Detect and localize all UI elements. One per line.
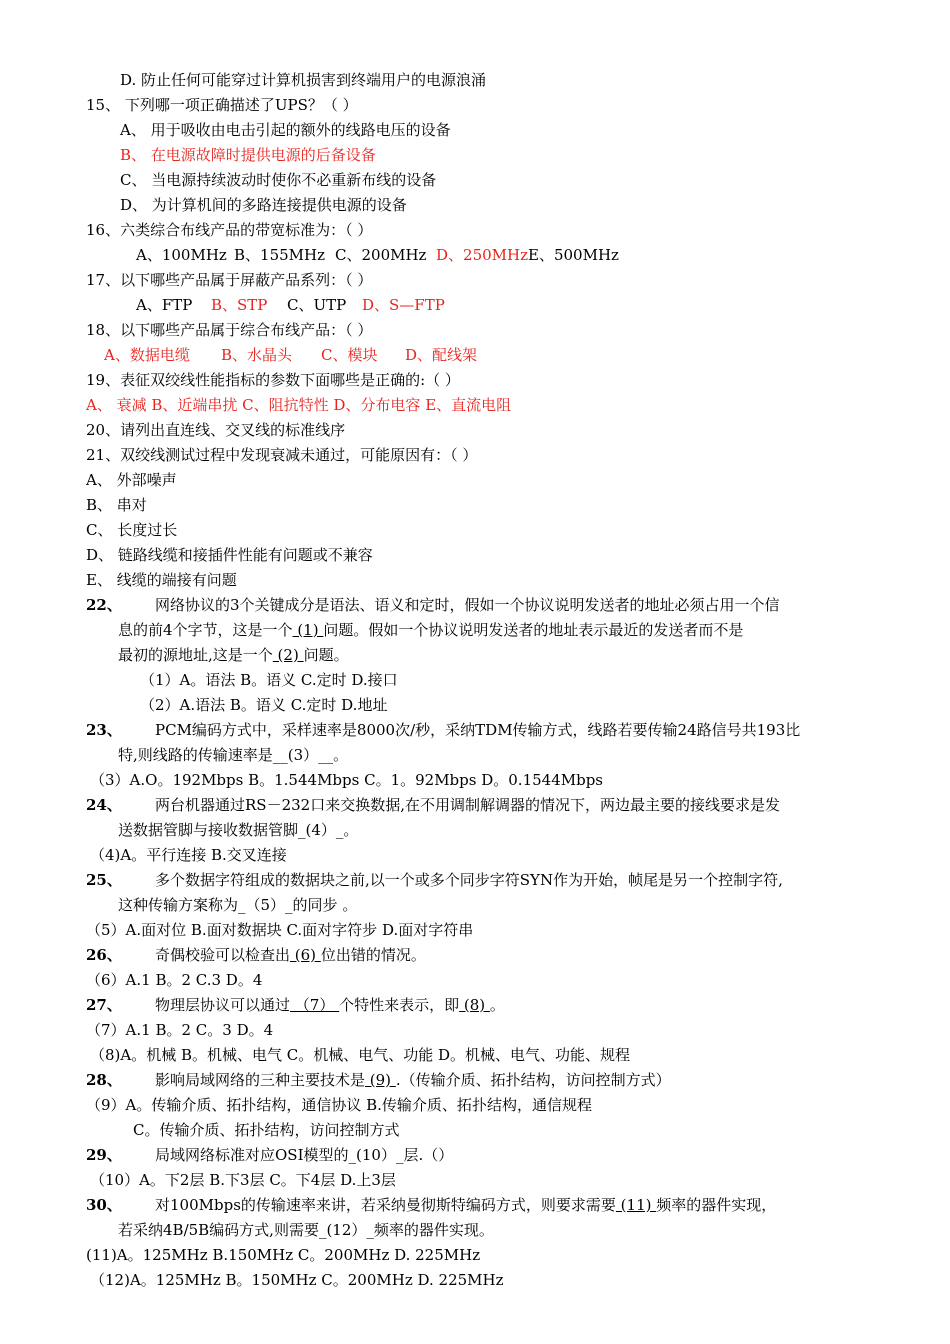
options-row: （2）A.语法 B。语义 C.定时 D.地址 bbox=[140, 696, 388, 714]
question-number: 26、 bbox=[86, 946, 122, 964]
question-25-line: 这种传输方案称为_（5）_的同步 。 bbox=[118, 896, 358, 914]
question-21: 21、双绞线测试过程中发现衰减未通过，可能原因有：（ ） bbox=[86, 446, 478, 464]
options-row: （1）A。语法 B。语义 C.定时 D.接口 bbox=[140, 671, 398, 689]
question-17: 17、以下哪些产品属于屏蔽产品系列：（ ） bbox=[86, 271, 373, 289]
answer-blank: (2) bbox=[272, 646, 304, 664]
text: 位出错的情况。 bbox=[320, 946, 426, 964]
option-a: A、100MHz bbox=[136, 246, 227, 264]
answer-blank: (9) bbox=[365, 1071, 396, 1089]
option-d: D、 链路线缆和接插件性能有问题或不兼容 bbox=[86, 546, 373, 564]
question-24-line: 送数据管脚与接收数据管脚_(4）_。 bbox=[118, 821, 359, 839]
option-c: C、200MHz bbox=[335, 246, 427, 264]
question-25-line: 多个数据字符组成的数据块之前,以一个或多个同步字符SYN作为开始，帧尾是另一个控制字符, bbox=[155, 871, 783, 889]
option-c: C、 当电源持续波动时使你不必重新布线的设备 bbox=[120, 171, 437, 189]
options-row: （9）A。传输介质、拓扑结构，通信协议 B.传输介质、拓扑结构，通信规程 bbox=[86, 1096, 592, 1114]
options-row: （6）A.1 B。2 C.3 D。4 bbox=[86, 971, 263, 989]
option-a-answer: A、数据电缆 bbox=[104, 346, 190, 364]
text: .（传输介质、拓扑结构，访问控制方式） bbox=[395, 1071, 671, 1089]
question-23-line: PCM编码方式中，采样速率是8000次/秒，采纳TDM传输方式，线路若要传输24路信号共193比 bbox=[155, 721, 801, 739]
question-18: 18、以下哪些产品属于综合布线产品：（ ） bbox=[86, 321, 373, 339]
option-a: A、FTP bbox=[136, 296, 193, 314]
question-number: 22、 bbox=[86, 596, 122, 614]
text: 对100Mbps的传输速率来讲，若采纳曼彻斯特编码方式，则要求需要 bbox=[155, 1196, 616, 1214]
text: 问题。 bbox=[303, 646, 349, 664]
options-row: （8)A。机械 B。机械、电气 C。机械、电气、功能 D。机械、电气、功能、规程 bbox=[90, 1046, 631, 1064]
option-d-answer: D、250MHz bbox=[436, 246, 528, 264]
option-d: D、 为计算机间的多路连接提供电源的设备 bbox=[120, 196, 407, 214]
question-number: 27、 bbox=[86, 996, 122, 1014]
option-c: C、 长度过长 bbox=[86, 521, 178, 539]
option-b: B、 串对 bbox=[86, 496, 147, 514]
question-19: 19、表征双绞线性能指标的参数下面哪些是正确的:（ ） bbox=[86, 371, 460, 389]
text: 物理层协议可以通过 bbox=[155, 996, 291, 1014]
question-22-line: 网络协议的3个关键成分是语法、语义和定时，假如一个协议说明发送者的地址必须占用一个信 bbox=[155, 596, 780, 614]
question-28-line bbox=[155, 1068, 671, 1093]
question-number: 29、 bbox=[86, 1146, 122, 1164]
question-30-line bbox=[155, 1193, 776, 1218]
option-d: D. 防止任何可能穿过计算机损害到终端用户的电源浪涌 bbox=[120, 71, 487, 89]
text: 最初的源地址,这是一个 bbox=[118, 646, 273, 664]
option-b-answer: B、STP bbox=[211, 296, 268, 314]
options-row: （5）A.面对位 B.面对数据块 C.面对字符步 D.面对字符串 bbox=[86, 921, 474, 939]
option-d-answer: D、配线架 bbox=[405, 346, 478, 364]
option-e: E、500MHz bbox=[528, 246, 619, 264]
question-15: 15、 下列哪一项正确描述了UPS？（ ） bbox=[86, 96, 358, 114]
text: 息的前4个字节，这是一个 bbox=[118, 621, 293, 639]
option-c: C、UTP bbox=[287, 296, 347, 314]
answer-blank: (6) bbox=[290, 946, 321, 964]
text: 影响局域网络的三种主要技术是 bbox=[155, 1071, 366, 1089]
text: 。 bbox=[489, 996, 505, 1014]
question-29-line: 局域网络标准对应OSI模型的_(10）_层.（） bbox=[155, 1146, 454, 1164]
text: 个特性来表示，即 bbox=[339, 996, 460, 1014]
question-16: 16、六类综合布线产品的带宽标准为：（ ） bbox=[86, 221, 373, 239]
options-row bbox=[136, 293, 445, 318]
answer-blank: (1) bbox=[292, 621, 324, 639]
option-c-answer: C、模块 bbox=[321, 346, 378, 364]
text: 奇偶校验可以检查出 bbox=[155, 946, 291, 964]
option-d-answer: D、S—FTP bbox=[362, 296, 445, 314]
question-22-line bbox=[118, 618, 743, 643]
question-26-line bbox=[155, 943, 426, 968]
option-a: A、 用于吸收由电击引起的额外的线路电压的设备 bbox=[120, 121, 451, 139]
options-row: C。传输介质、拓扑结构，访问控制方式 bbox=[133, 1121, 400, 1139]
question-number: 24、 bbox=[86, 796, 122, 814]
options-row: （4)A。平行连接 B.交叉连接 bbox=[90, 846, 287, 864]
option-b-answer: B、 在电源故障时提供电源的后备设备 bbox=[120, 146, 376, 164]
options-row: （12)A。125MHz B。150MHz C。200MHz D. 225MHz bbox=[90, 1271, 504, 1289]
options-row: (11)A。125MHz B.150MHz C。200MHz D. 225MHz bbox=[86, 1246, 481, 1264]
question-22-line bbox=[118, 643, 349, 668]
answer-blank: (8) bbox=[459, 996, 490, 1014]
option-a: A、 外部噪声 bbox=[86, 471, 177, 489]
question-27-line bbox=[155, 993, 505, 1018]
options-row-answer: A、 衰减 B、近端串扰 C、阻抗特性 D、分布电容 E、直流电阻 bbox=[86, 396, 512, 414]
option-b-answer: B、水晶头 bbox=[221, 346, 293, 364]
answer-blank: （7） bbox=[290, 996, 340, 1014]
option-b: B、155MHz bbox=[234, 246, 325, 264]
question-number: 23、 bbox=[86, 721, 122, 739]
question-number: 28、 bbox=[86, 1071, 122, 1089]
text: 频率的器件实现， bbox=[656, 1196, 777, 1214]
question-number: 25、 bbox=[86, 871, 122, 889]
question-number: 30、 bbox=[86, 1196, 122, 1214]
option-e: E、 线缆的端接有问题 bbox=[86, 571, 237, 589]
answer-blank: (11) bbox=[615, 1196, 657, 1214]
question-23-line: 特,则线路的传输速率是__(3）__。 bbox=[118, 746, 349, 764]
question-30-line: 若采纳4B/5B编码方式,则需要_(12）_频率的器件实现。 bbox=[118, 1221, 494, 1239]
options-row: （7）A.1 B。2 C。3 D。4 bbox=[86, 1021, 274, 1039]
question-20: 20、请列出直连线、交叉线的标准线序 bbox=[86, 421, 346, 439]
options-row bbox=[104, 343, 477, 368]
options-row: （10）A。下2层 B.下3层 C。下4层 D.上3层 bbox=[90, 1171, 396, 1189]
options-row bbox=[136, 243, 619, 268]
question-24-line: 两台机器通过RS－232口来交换数据,在不用调制解调器的情况下，两边最主要的接线要求是发 bbox=[155, 796, 780, 814]
text: 问题。假如一个协议说明发送者的地址表示最近的发送者而不是 bbox=[323, 621, 744, 639]
options-row: （3）A.O。192Mbps B。1.544Mbps C。1。92Mbps D。0.1544Mbps bbox=[90, 771, 604, 789]
